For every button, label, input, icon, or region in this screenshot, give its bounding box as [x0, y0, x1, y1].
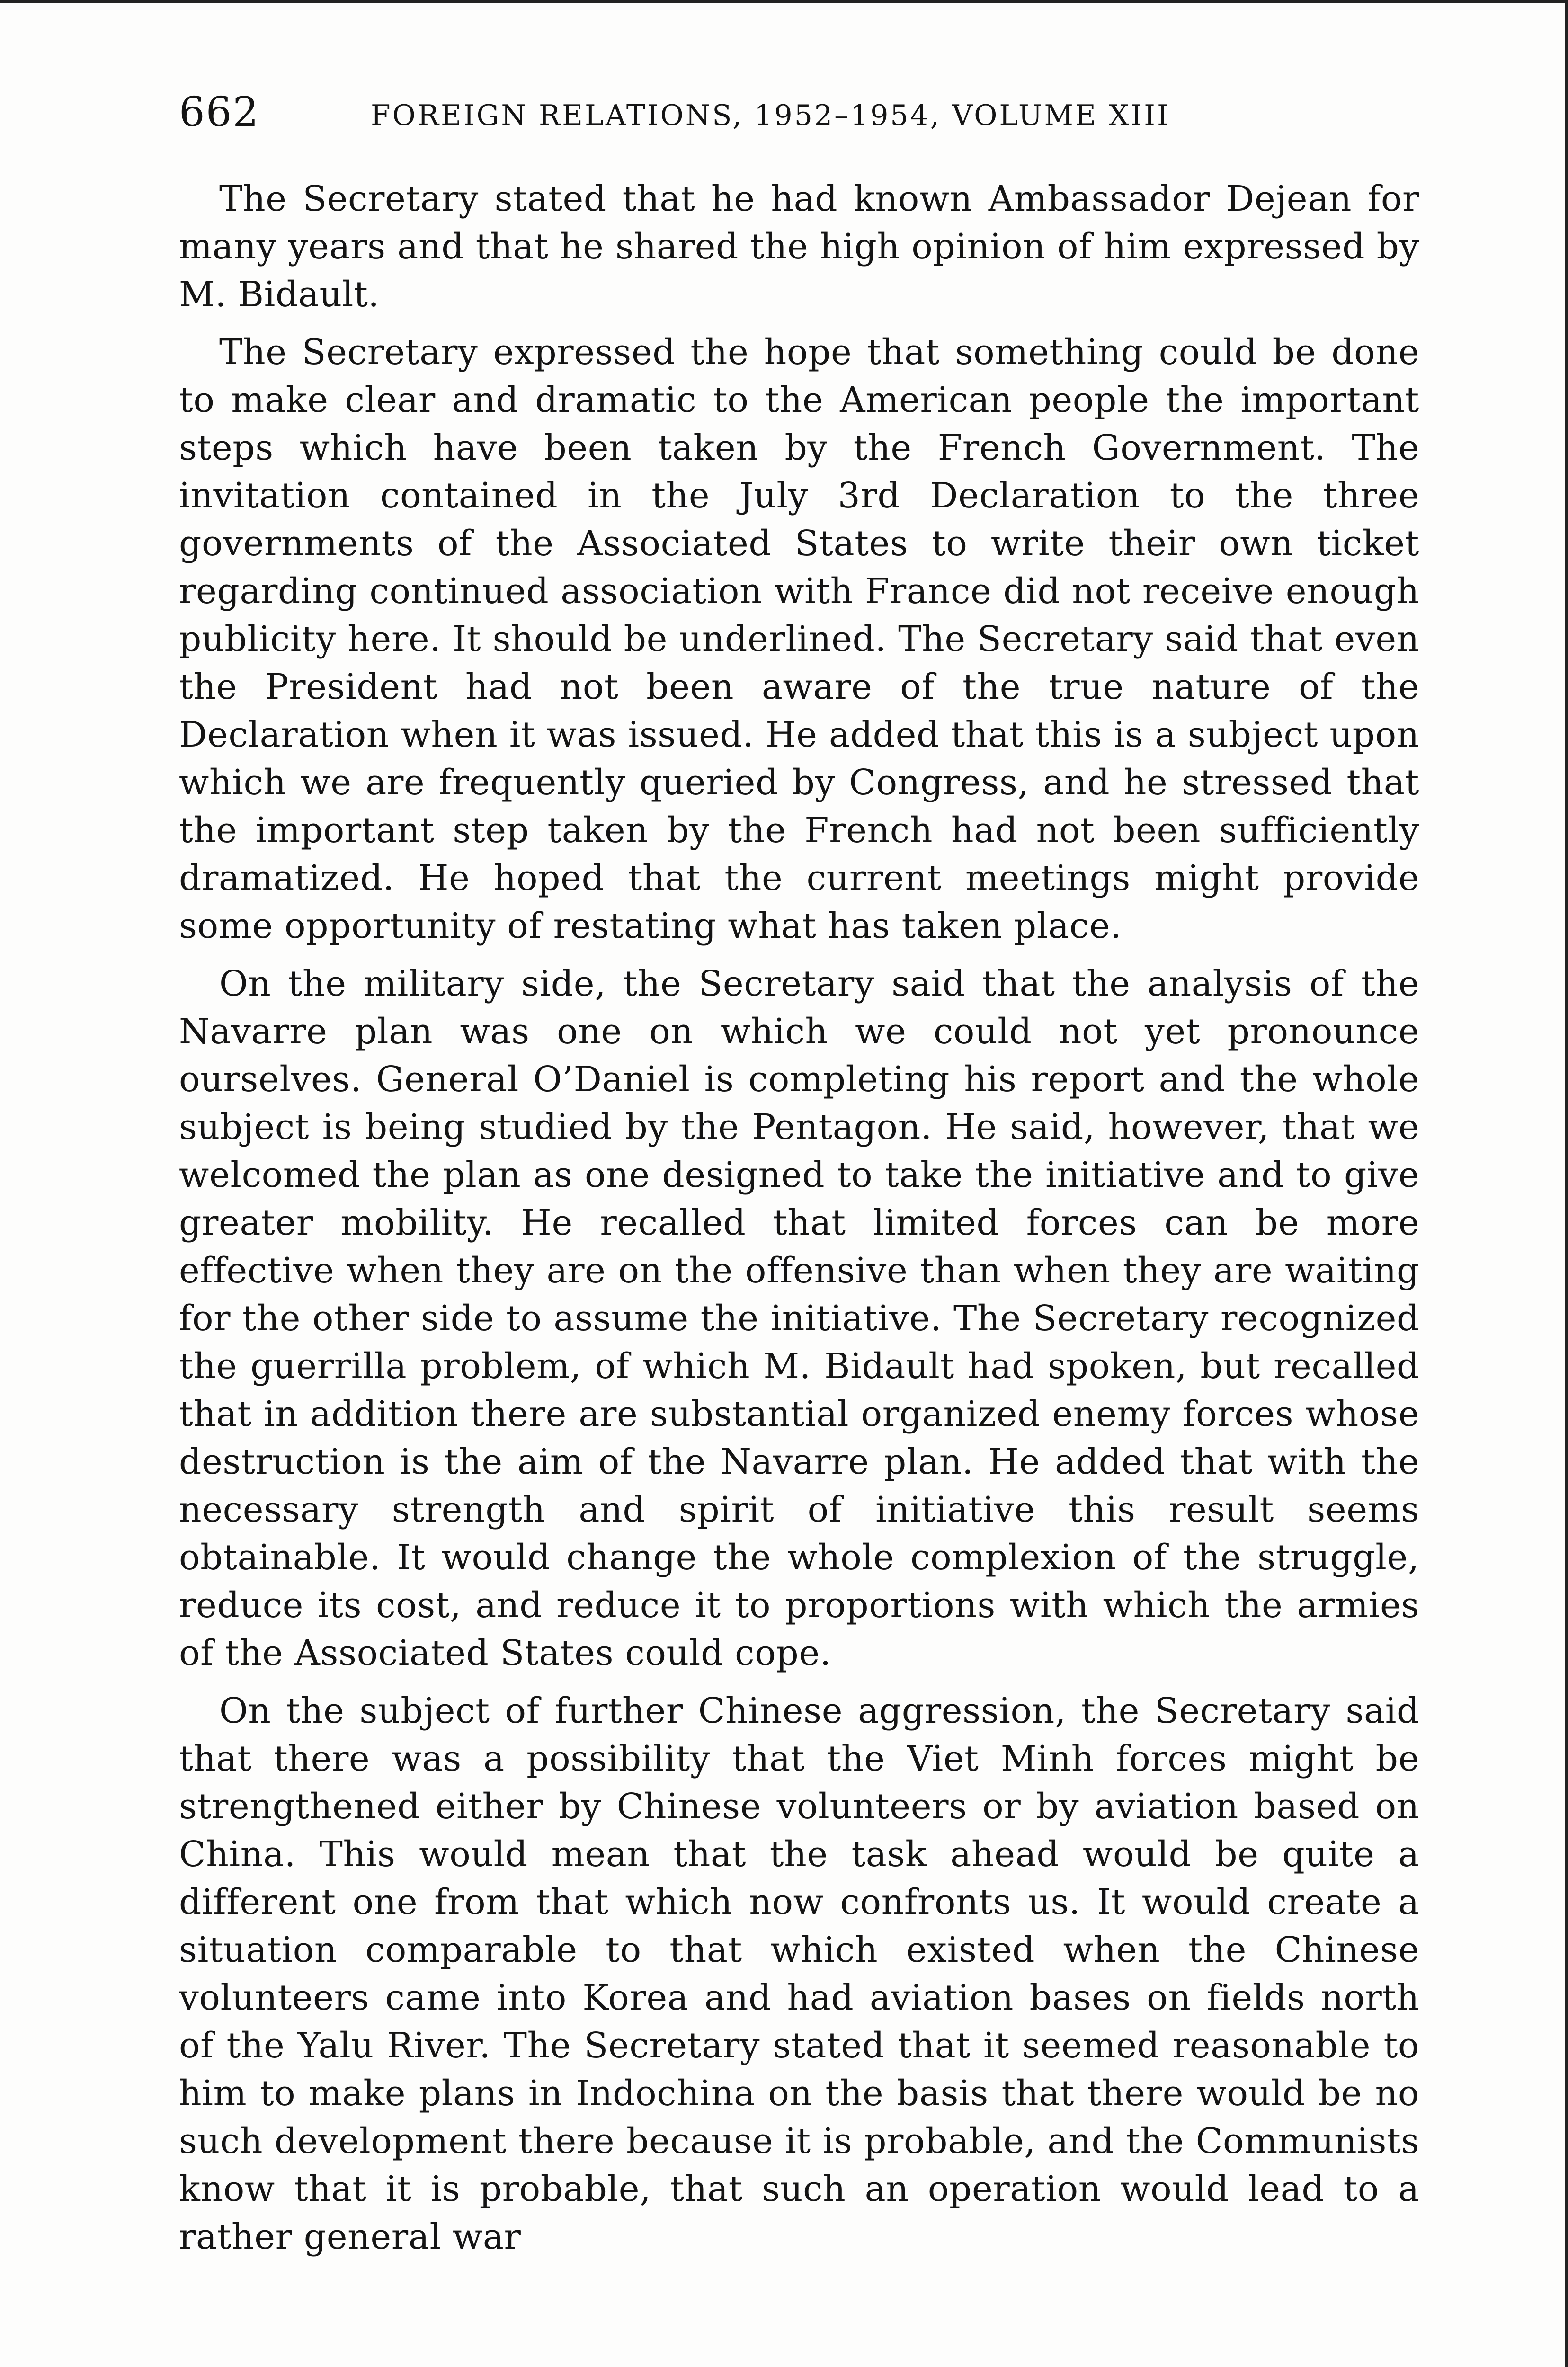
- scan-edge-top: [0, 0, 1568, 3]
- paragraph-3: On the military side, the Secretary said that the analysis of the Navarre plan was one on which we could not yet pronounce ourselves. General O’Daniel is completing his report and the whole subject is being studied by the Pentagon. He said, however, that we welcomed the plan as one designed to take the initiative and to give greater mobility. He recalled that limited forces can be more effective when they are on the offensive than when they are waiting for the other side to assume the initiative. The Secretary recognized the guerrilla problem, of which M. Bidault had spoken, but recalled that in addition there are substantial organized enemy forces whose destruction is the aim of the Navarre plan. He added that with the necessary strength and spirit of initiative this result seems obtainable. It would change the whole complexion of the struggle, reduce its cost, and reduce it to proportions with which the armies of the Associated States could cope.: [179, 963, 1419, 1673]
- paragraph-1: The Secretary stated that he had known Ambassador Dejean for many years and that he shared the high opinion of him expressed by M. Bidault.: [179, 178, 1419, 315]
- body-text: [179, 175, 1419, 2367]
- running-head: FOREIGN RELATIONS, 1952–1954, VOLUME XIII: [371, 99, 1170, 132]
- page-header: [179, 81, 1419, 148]
- paragraph-4: On the subject of further Chinese aggression, the Secretary said that there was a possibility that the Viet Minh forces might be strengthened either by Chinese volunteers or by aviation based on China. This would mean that the task ahead would be quite a different one from that which now confronts us. It would create a situation comparable to that which existed when the Chinese volunteers came into Korea and had aviation bases on fields north of the Yalu River. The Secretary stated that it seemed reasonable to him to make plans in Indochina on the basis that there would be no such development there because it is probable, and the Communists know that it is probable, that such an operation would lead to a rather general war: [179, 1691, 1419, 2257]
- page-number: 662: [179, 89, 260, 136]
- paragraph-2: The Secretary expressed the hope that something could be done to make clear and dramatic to the American people the important steps which have been taken by the French Government. The invitation contained in the July 3rd Declaration to the three governments of the Associated States to write their own ticket regarding continued association with France did not receive enough publicity here. It should be underlined. The Secretary said that even the President had not been aware of the true nature of the Declaration when it was issued. He added that this is a subject upon which we are frequently queried by Congress, and he stressed that the important step taken by the French had not been sufficiently dramatized. He hoped that the current meetings might provide some opportunity of restating what has taken place.: [179, 332, 1419, 946]
- scan-edge-right: [1565, 0, 1568, 2367]
